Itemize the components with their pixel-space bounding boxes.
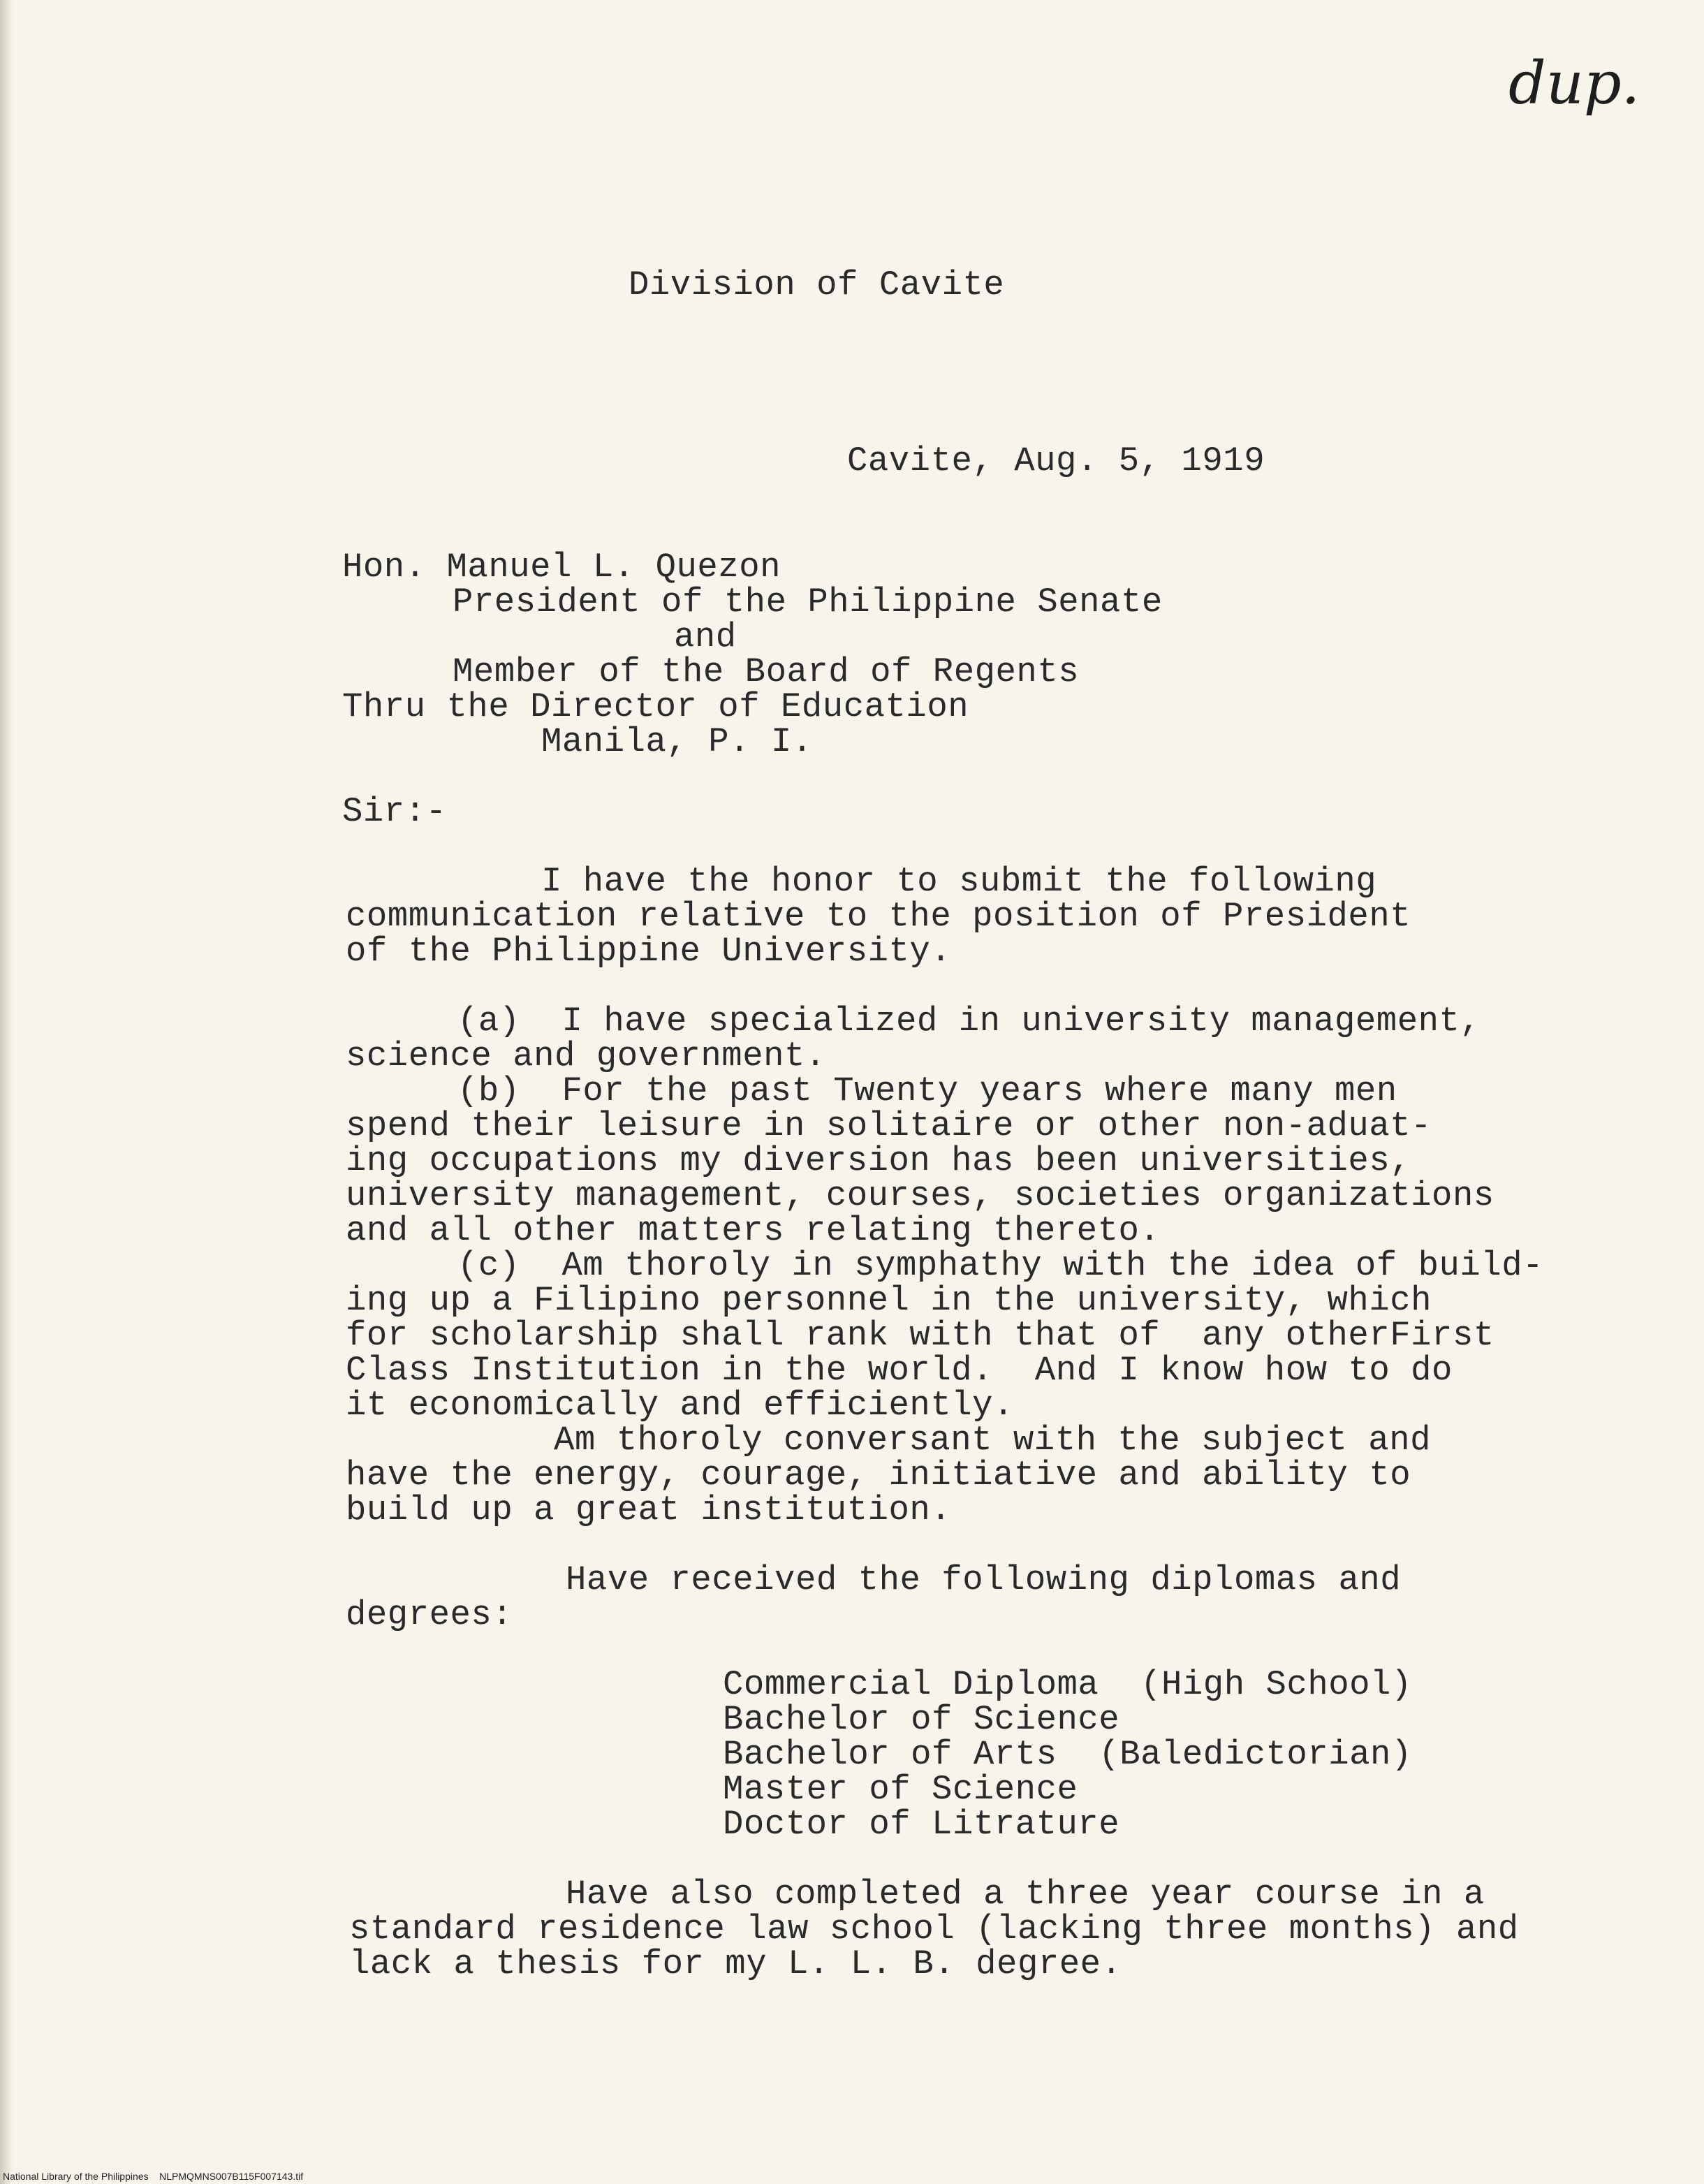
body-line: Am thoroly conversant with the subject and [554,1421,1432,1460]
scan-footer [3,2171,303,2182]
page-edge-shadow [0,0,13,2184]
body-line: it economically and efficiently. [346,1386,1014,1425]
body-line: for scholarship shall rank with that of any otherFirst [346,1316,1494,1355]
degree-item: Bachelor of Arts (Baledictorian) [723,1735,1412,1774]
degrees-intro-line: degrees: [346,1595,513,1634]
body-line: science and government. [346,1036,826,1076]
body-line: Class Institution in the world. And I know how to do [346,1351,1453,1390]
body-line: have the energy, courage, initiative and ability to [346,1456,1411,1495]
address-line: Hon. Manuel L. Quezon [342,548,781,587]
footer-library: National Library of the Philippines [3,2171,149,2182]
intro-line: communication relative to the position of President [346,897,1411,936]
handwritten-annotation: dup. [1508,49,1640,117]
degree-item: Master of Science [723,1770,1078,1809]
footer-file: NLPMQMNS007B115F007143.tif [159,2171,304,2182]
body-line: university management, courses, societies organizations [346,1176,1494,1215]
body-line: (a) I have specialized in university management, [457,1002,1481,1041]
address-line: and [674,617,737,657]
address-line: President of the Philippine Senate [453,582,1163,622]
body-line: build up a great institution. [346,1490,952,1530]
body-line: (b) For the past Twenty years where many men [457,1071,1397,1111]
body-line: (c) Am thoroly in symphathy with the idea of build- [457,1246,1544,1285]
address-line: Manila, P. I. [541,722,813,761]
degree-item: Commercial Diploma (High School) [723,1665,1412,1704]
degree-item: Doctor of Litrature [723,1805,1120,1844]
degree-item: Bachelor of Science [723,1700,1120,1739]
body-line: ing up a Filipino personnel in the university, which [346,1281,1432,1320]
body-line: and all other matters relating thereto. [346,1211,1161,1250]
dateline: Cavite, Aug. 5, 1919 [847,441,1265,481]
letter-heading: Division of Cavite [629,265,1005,305]
intro-line: of the Philippine University. [346,932,952,971]
salutation: Sir:- [342,792,447,831]
address-line: Thru the Director of Education [342,687,969,726]
body-line: ing occupations my diversion has been universities, [346,1141,1411,1180]
intro-line: I have the honor to submit the following [541,862,1377,901]
law-line: Have also completed a three year course in a [566,1875,1485,1914]
body-line: spend their leisure in solitaire or other non-aduat- [346,1106,1432,1145]
degrees-intro-line: Have received the following diplomas and [566,1560,1402,1599]
law-line: standard residence law school (lacking three months) and [349,1910,1519,1949]
law-line: lack a thesis for my L. L. B. degree. [349,1944,1122,1984]
address-line: Member of the Board of Regents [453,652,1080,691]
